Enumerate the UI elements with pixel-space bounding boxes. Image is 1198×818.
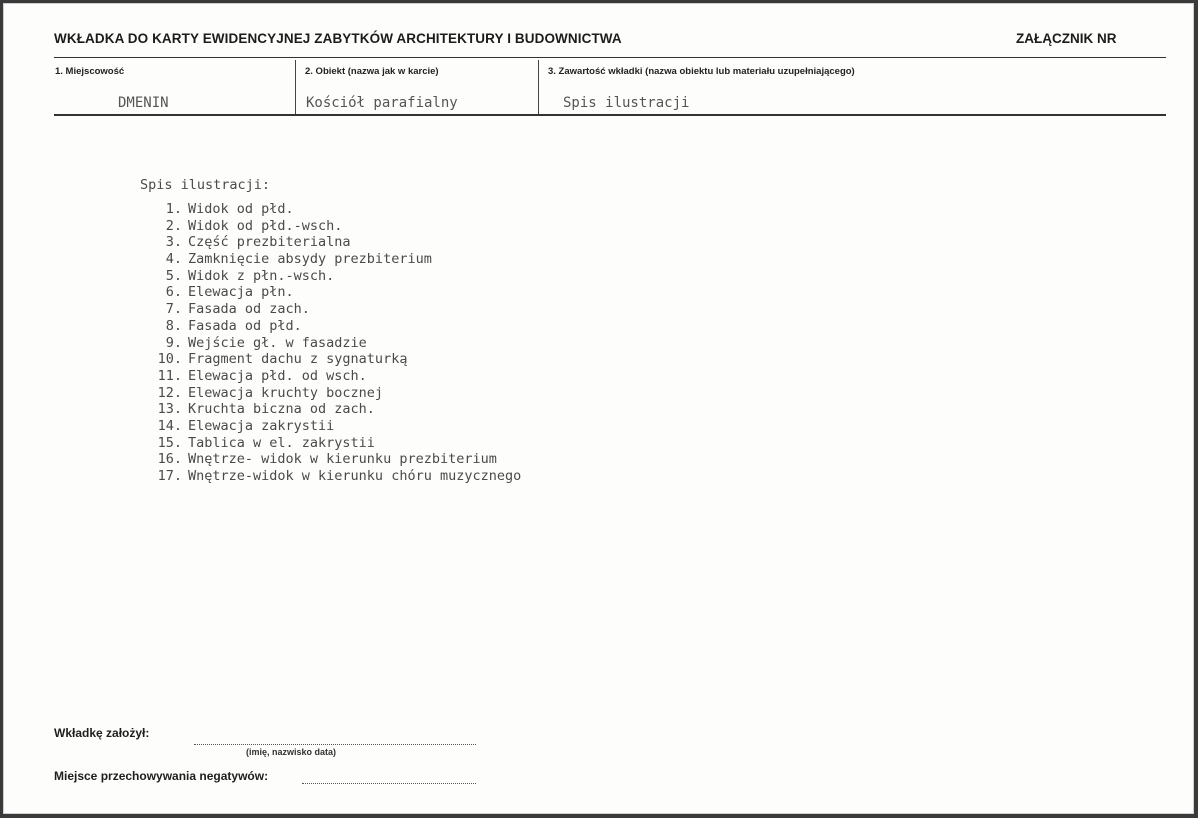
list-item-number: 1. xyxy=(165,201,182,217)
list-item-number: 16. xyxy=(157,451,182,468)
created-by-label: Wkładkę założył: xyxy=(54,726,150,740)
list-item-text: Wejście gł. w fasadzie xyxy=(188,334,367,351)
header-rule xyxy=(54,57,1166,58)
list-item xyxy=(146,401,521,418)
list-item-number: 9. xyxy=(165,334,182,351)
list-item-number: 3. xyxy=(165,234,182,251)
list-item xyxy=(146,385,521,402)
form-title: WKŁADKA DO KARTY EWIDENCYJNEJ ZABYTKÓW ARCHITEKTURY I BUDOWNICTWA xyxy=(54,31,622,46)
list-item-text: Zamknięcie absydy prezbiterium xyxy=(188,251,432,268)
list-item-text: Kruchta biczna od zach. xyxy=(188,401,375,418)
list-item-number: 14. xyxy=(157,417,182,434)
list-item xyxy=(146,284,521,301)
list-item-number: 17. xyxy=(157,468,182,484)
list-item-number: 7. xyxy=(165,301,182,318)
created-by-caption: (imię, nazwisko data) xyxy=(246,747,337,757)
list-item xyxy=(146,234,521,251)
list-item-text: Elewacja zakrystii xyxy=(188,417,335,434)
negatives-line xyxy=(302,783,476,784)
list-item xyxy=(146,418,521,435)
list-item-text: Elewacja płn. xyxy=(188,284,294,301)
list-item-text: Fragment dachu z sygnaturką xyxy=(188,351,408,368)
annex-label: ZAŁĄCZNIK NR xyxy=(1016,31,1117,46)
list-item-text: Wnętrze-widok w kierunku chóru muzycznego xyxy=(188,468,522,484)
list-item xyxy=(146,451,521,468)
list-item-number: 6. xyxy=(165,284,182,301)
list-item xyxy=(146,218,521,235)
list-item xyxy=(146,301,521,318)
list-item-number: 4. xyxy=(165,251,182,268)
list-item xyxy=(146,368,521,385)
list-item-number: 2. xyxy=(165,217,182,234)
list-item xyxy=(146,251,521,268)
field-divider xyxy=(538,60,539,115)
list-item xyxy=(146,335,521,352)
object-label: 2. Obiekt (nazwa jak w karcie) xyxy=(305,66,439,77)
created-by-line xyxy=(194,744,476,745)
list-item-text: Fasada od zach. xyxy=(188,301,310,318)
object-value: Kościół parafialny xyxy=(306,95,458,111)
list-item xyxy=(146,201,521,218)
list-item-text: Widok od płd. xyxy=(188,201,294,217)
list-item xyxy=(146,351,521,368)
list-item-text: Wnętrze- widok w kierunku prezbiterium xyxy=(188,451,497,468)
illustration-list xyxy=(146,201,521,485)
list-heading: Spis ilustracji: xyxy=(140,177,271,193)
list-item-number: 10. xyxy=(157,351,182,368)
content-value: Spis ilustracji xyxy=(563,95,690,111)
list-item-text: Widok z płn.-wsch. xyxy=(188,267,335,284)
fields-rule xyxy=(54,114,1166,116)
list-item xyxy=(146,268,521,285)
list-item-number: 11. xyxy=(157,367,182,384)
record-card xyxy=(3,3,1194,814)
list-item xyxy=(146,435,521,452)
list-item-number: 8. xyxy=(165,317,182,334)
locality-label: 1. Miejscowość xyxy=(55,66,125,77)
list-item-text: Widok od płd.-wsch. xyxy=(188,217,343,234)
list-item xyxy=(146,318,521,335)
content-label: 3. Zawartość wkładki (nazwa obiektu lub materiału uzupełniającego) xyxy=(548,66,855,77)
field-divider xyxy=(295,60,296,115)
list-item-text: Elewacja kruchty bocznej xyxy=(188,384,384,401)
list-item xyxy=(146,468,521,485)
locality-value: DMENIN xyxy=(118,95,169,111)
list-item-number: 13. xyxy=(157,401,182,418)
list-item-number: 12. xyxy=(157,384,182,401)
list-item-text: Tablica w el. zakrystii xyxy=(188,434,375,451)
list-item-text: Elewacja płd. od wsch. xyxy=(188,367,367,384)
list-item-text: Fasada od płd. xyxy=(188,317,302,334)
list-item-text: Część prezbiterialna xyxy=(188,234,351,251)
negatives-label: Miejsce przechowywania negatywów: xyxy=(54,769,269,783)
list-item-number: 5. xyxy=(165,267,182,284)
list-item-number: 15. xyxy=(157,434,182,451)
